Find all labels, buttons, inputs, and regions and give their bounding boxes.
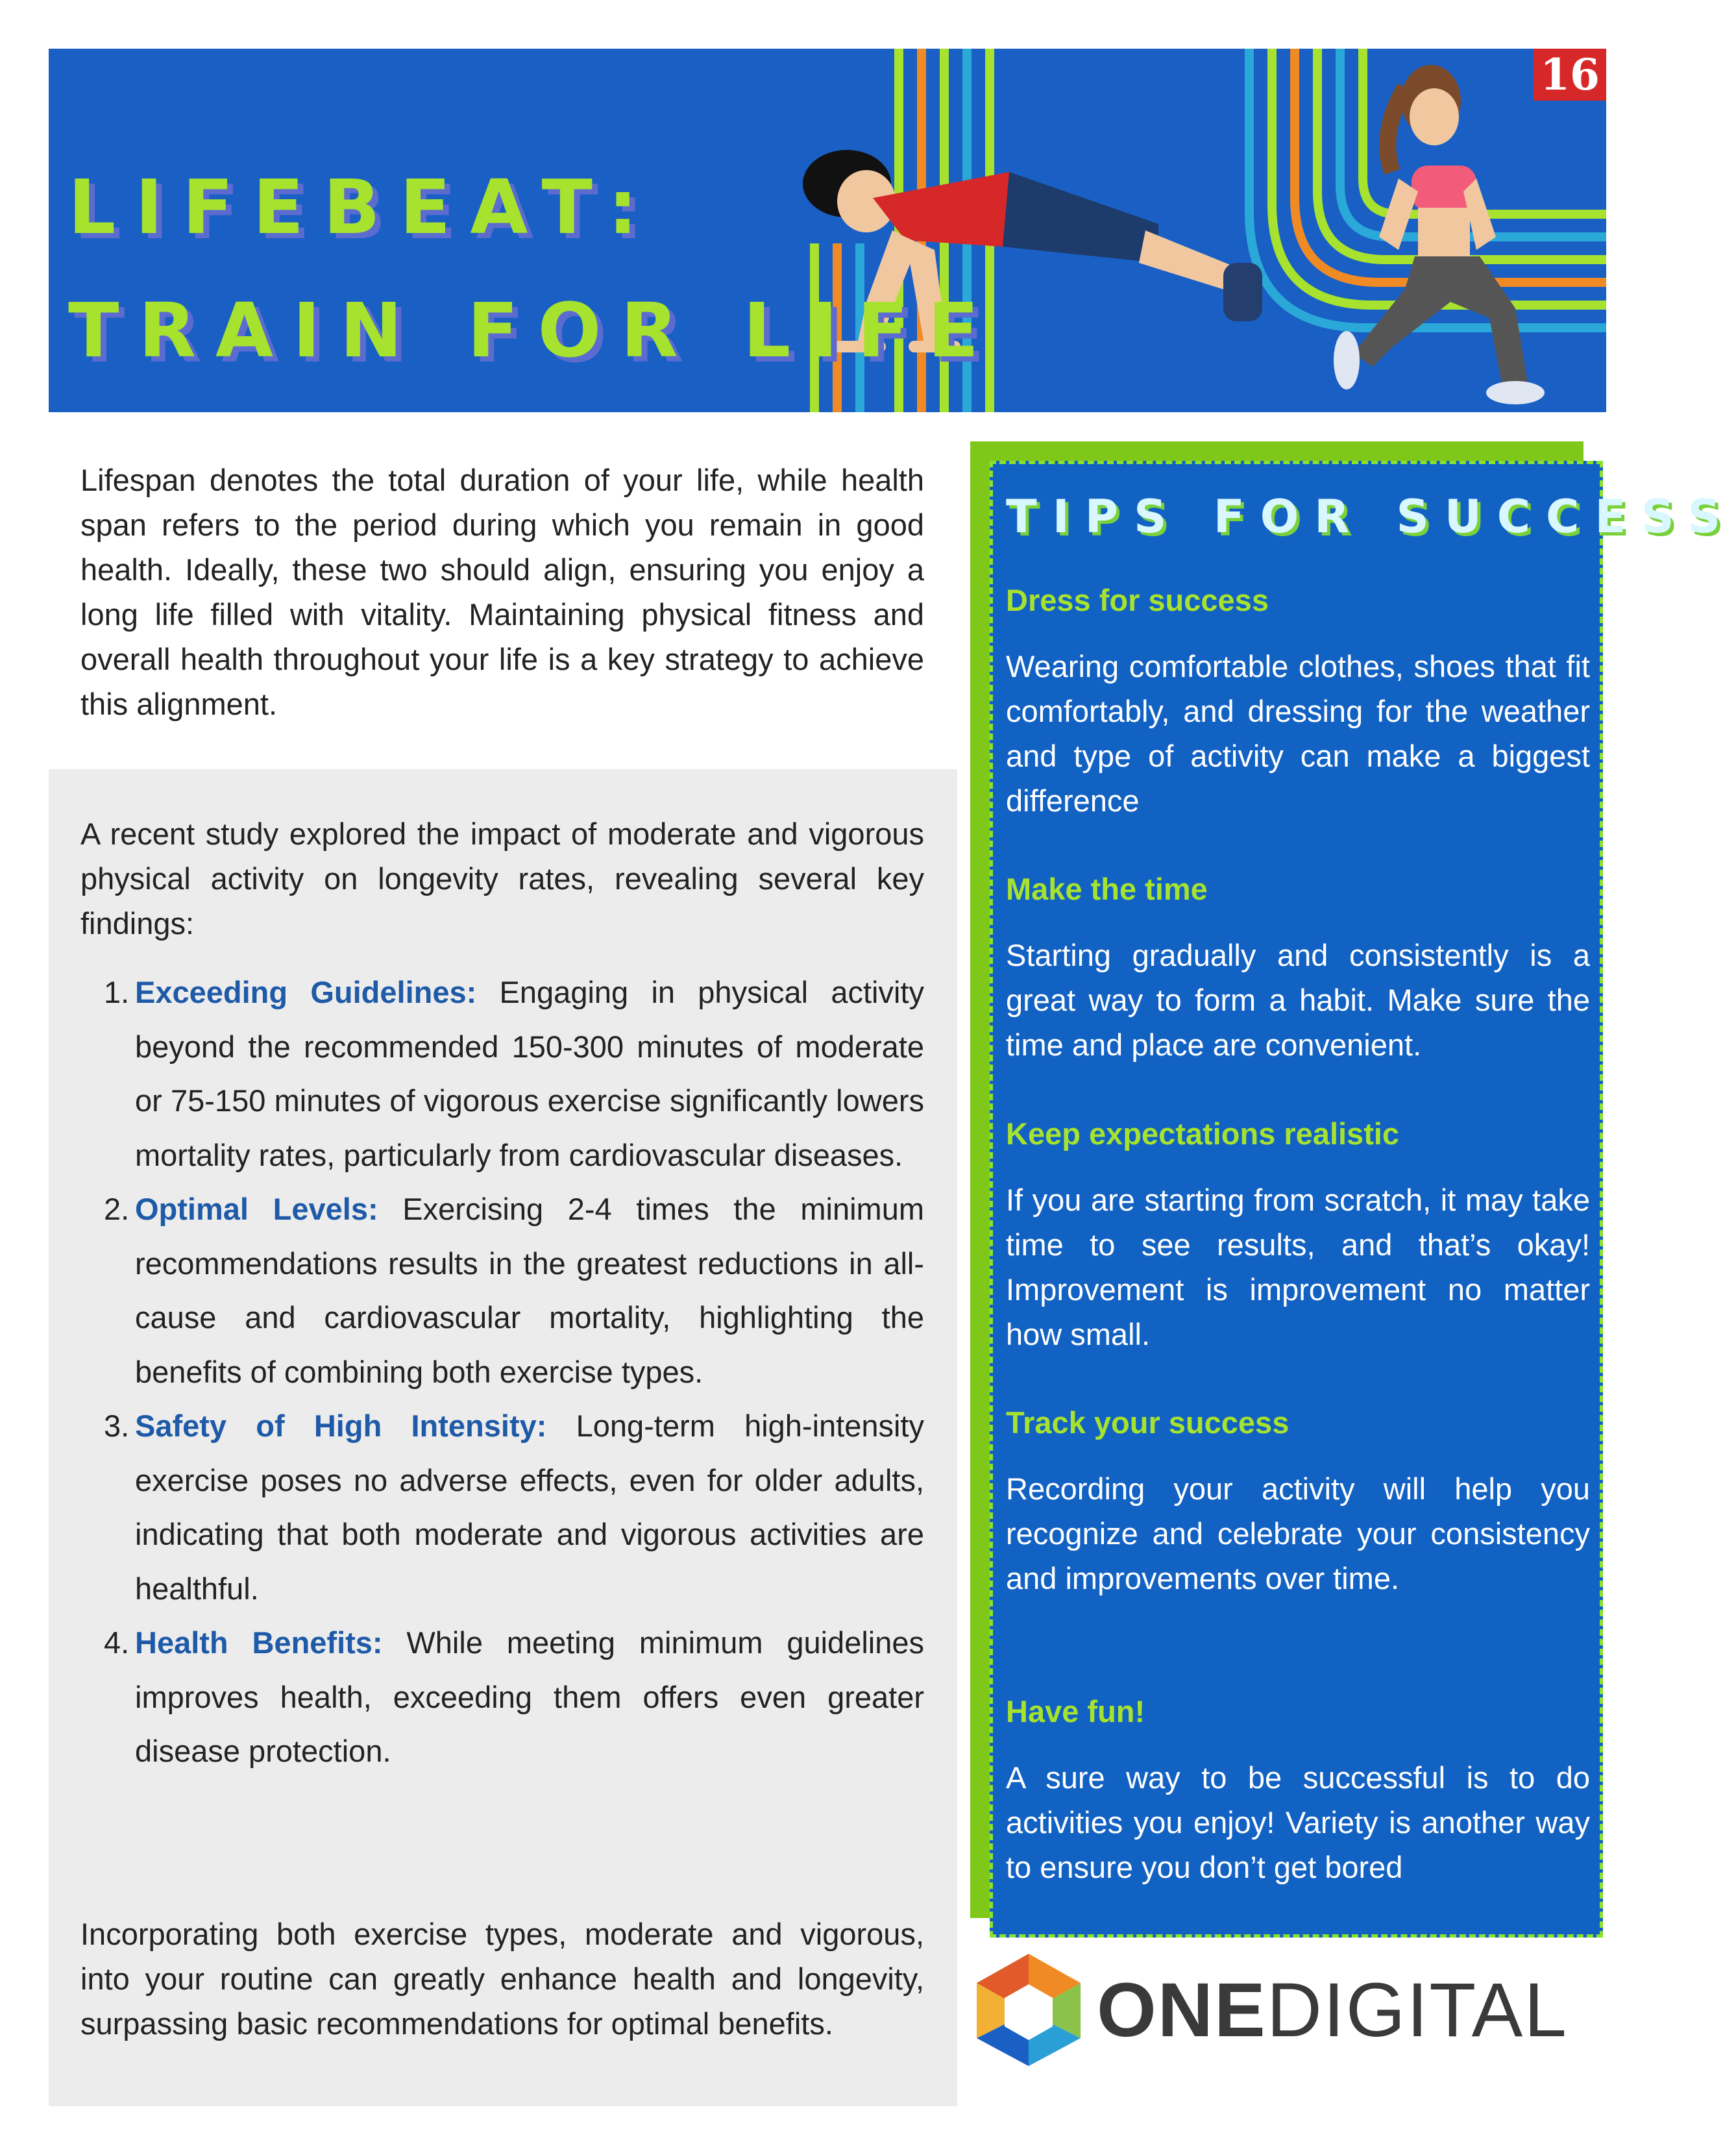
intro-paragraph: Lifespan denotes the total duration of your life, while health span refers to the period during which you remain in good health. Ideally, these two should align, ensuring you enjoy a long life filled with vitality. Maintaining physical fitness and overall health throughout your life is a key strategy to achieve this alignment. [80,463,924,721]
tip-heading: Track your success [1006,1405,1290,1440]
list-item [80,1182,924,1399]
tip-item [1006,1111,1590,1357]
tip-heading: Have fun! [1006,1694,1145,1729]
list-number: 2. [104,1192,130,1226]
lunging-woman-illustration [1301,62,1574,412]
list-item [80,965,924,1182]
tip-item [1006,578,1590,823]
findings-list [80,965,924,1779]
list-item [80,1399,924,1616]
tip-body: A sure way to be successful is to do activities you enjoy! Variety is another way to ensure you don’t get bored [1006,1760,1590,1884]
hexagon-logo-icon [967,1951,1090,2067]
tip-body: If you are starting from scratch, it may take time to see results, and that’s okay! Improvement is improvement no matter how small. [1006,1183,1590,1351]
page-number-badge: 16 [1534,49,1606,101]
list-number: 4. [104,1625,130,1660]
finding-heading: Safety of High Intensity: [135,1409,547,1443]
finding-heading: Exceeding Guidelines: [135,975,477,1009]
list-number: 1. [104,975,130,1009]
tip-body: Starting gradually and consistently is a great way to form a habit. Make sure the time and place are convenient. [1006,938,1590,1062]
finding-heading: Health Benefits: [135,1625,383,1660]
tip-heading: Make the time [1006,872,1208,906]
tip-heading: Keep expectations realistic [1006,1116,1400,1151]
study-intro-paragraph: A recent study explored the impact of moderate and vigorous physical activity on longevity rates, revealing several key findings: [80,817,924,941]
logo-wordmark [1097,1965,1568,2056]
logo-text-light: DIGITAL [1266,1967,1568,2053]
tip-body: Wearing comfortable clothes, shoes that fit comfortably, and dressing for the weather and type of activity can make a biggest difference [1006,649,1590,818]
tips-title: TIPS FOR SUCCESS [1006,490,1736,543]
tip-heading: Dress for success [1006,583,1269,617]
tip-item [1006,1400,1590,1601]
title-line-2: TRAIN FOR LIFE [68,288,999,375]
tips-box [990,461,1736,1938]
logo-text-bold: ONE [1097,1967,1267,2053]
onedigital-logo [967,1951,1596,2067]
conclusion-paragraph: Incorporating both exercise types, moderate and vigorous, into your routine can greatly enhance health and longevity, surpassing basic recommendations for optimal benefits. [80,1917,924,2041]
finding-text: Engaging in physical activity beyond the recommended 150-300 minutes of moderate or 75-150 minutes of vigorous exercise significantly lowers mortality rates, particularly from cardiovascular diseases. [135,975,924,1172]
page-title [68,146,998,393]
finding-text: Long-term high-intensity exercise poses no adverse effects, even for older adults, indicating that both moderate and vigorous activities are healthful. [135,1409,924,1606]
title-line-1: LIFEBEAT: [68,164,657,251]
list-number: 3. [104,1409,130,1443]
finding-text: Exercising 2-4 times the minimum recommendations results in the greatest reductions in all-cause and cardiovascular mortality, highlighting the benefits of combining both exercise types. [135,1192,925,1389]
header-banner [49,49,1606,412]
tip-item [1006,867,1590,1067]
finding-heading: Optimal Levels: [135,1192,378,1226]
tip-body: Recording your activity will help you recognize and celebrate your consistency and improvements over time. [1006,1471,1590,1595]
finding-text: While meeting minimum guidelines improves health, exceeding them offers even greater disease protection. [135,1625,924,1768]
tip-item [1006,1689,1590,1890]
list-item [80,1616,924,1779]
